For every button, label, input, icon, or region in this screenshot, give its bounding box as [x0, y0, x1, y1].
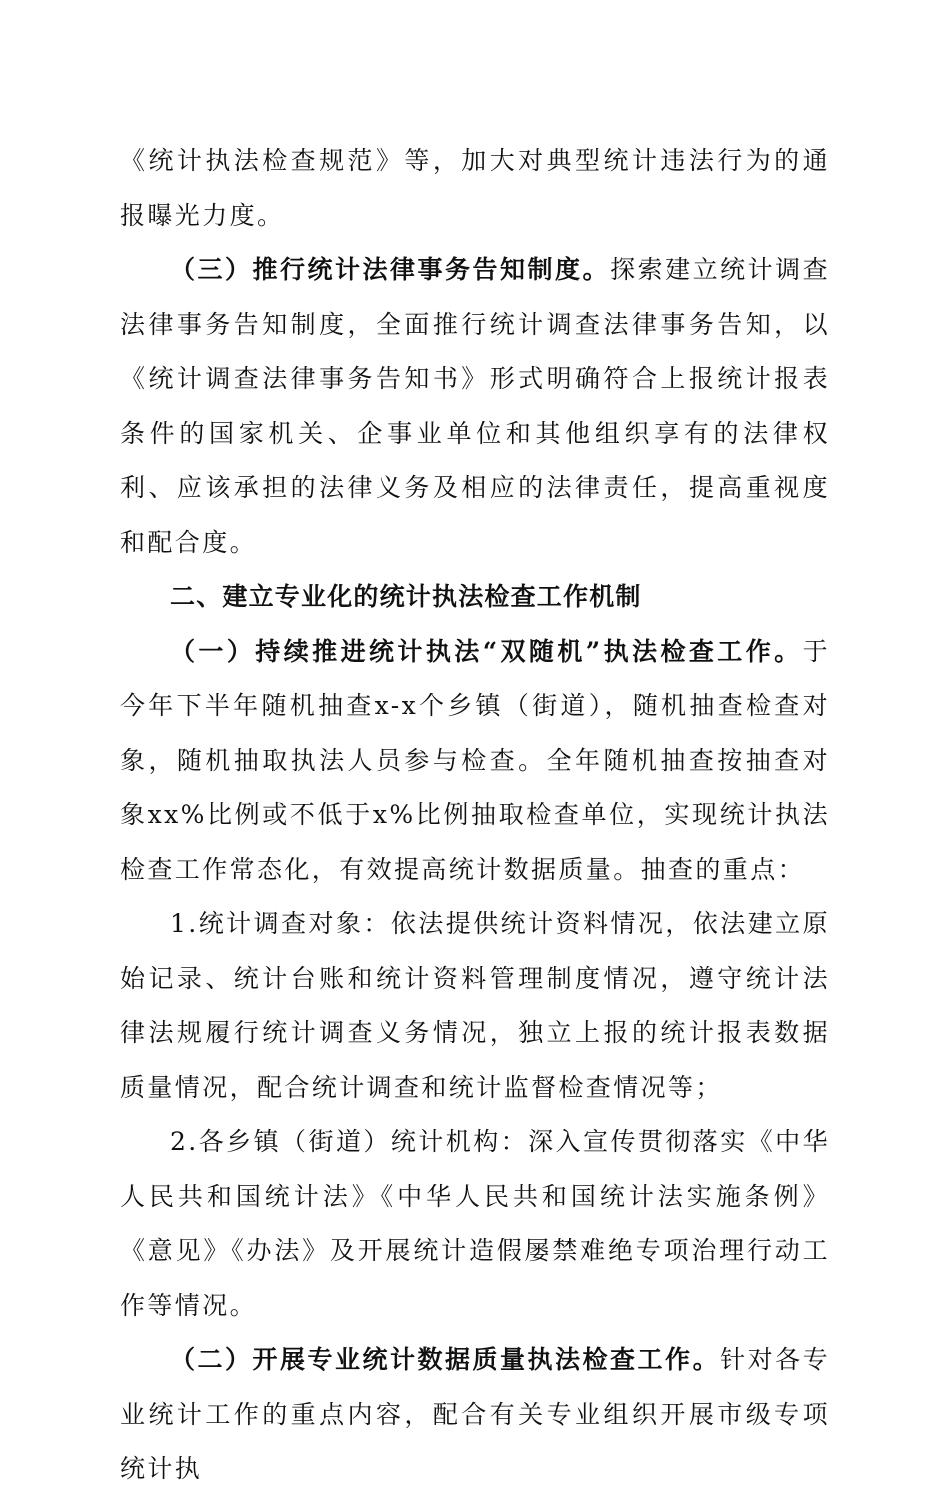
- paragraph-3-lead: （三）推行统计法律事务告知制度。: [170, 255, 611, 284]
- list-item-2: 2.各乡镇（街道）统计机构：深入宣传贯彻落实《中华人民共和国统计法》《中华人民共和国统计法实施条例》《意见》《办法》及开展统计造假屡禁难绝专项治理行动工作等情况。: [120, 1127, 830, 1320]
- paragraph-3-body: 探索建立统计调查法律事务告知制度，全面推行统计调查法律事务告知，以《统计调查法律事务告知书》形式明确符合上报统计报表条件的国家机关、企事业单位和其他组织享有的法律权利、应该承担的法律义务及相应的法律责任，提高重视度和配合度。: [120, 255, 831, 557]
- paragraph-2-2-quality-inspection: [120, 1333, 830, 1497]
- paragraph-3-legal-notice: [120, 243, 830, 570]
- section-2-heading: 二、建立专业化的统计执法检查工作机制: [170, 582, 642, 611]
- paragraph-2-1-random-inspection: [120, 625, 830, 898]
- paragraph-2-1-lead: （一）持续推进统计执法“双随机”执法检查工作。: [170, 636, 803, 666]
- list-item-1: 1.统计调查对象：依法提供统计资料情况，依法建立原始记录、统计台账和统计资料管理制度情况，遵守统计法律法规履行统计调查义务情况，独立上报的统计报表数据质量情况，配合统计调查和统计监督检查情况等；: [120, 909, 830, 1102]
- paragraph-2-1-body: 于今年下半年随机抽查x-x个乡镇（街道），随机抽查检查对象，随机抽取执法人员参与检查。全年随机抽查按抽查对象xx%比例或不低于x%比例抽取检查单位，实现统计执法检查工作常态化，有效提高统计数据质量。抽查的重点：: [120, 636, 830, 884]
- paragraph-continuation: 《统计执法检查规范》等，加大对典型统计违法行为的通报曝光力度。: [120, 146, 830, 230]
- paragraph-2-2-body: 针对各专业统计工作的重点内容，配合有关专业组织开展市级专项统计执: [120, 1345, 830, 1483]
- paragraph-2-2-lead: （二）开展专业统计数据质量执法检查工作。: [170, 1345, 721, 1374]
- document-body: [120, 134, 830, 1497]
